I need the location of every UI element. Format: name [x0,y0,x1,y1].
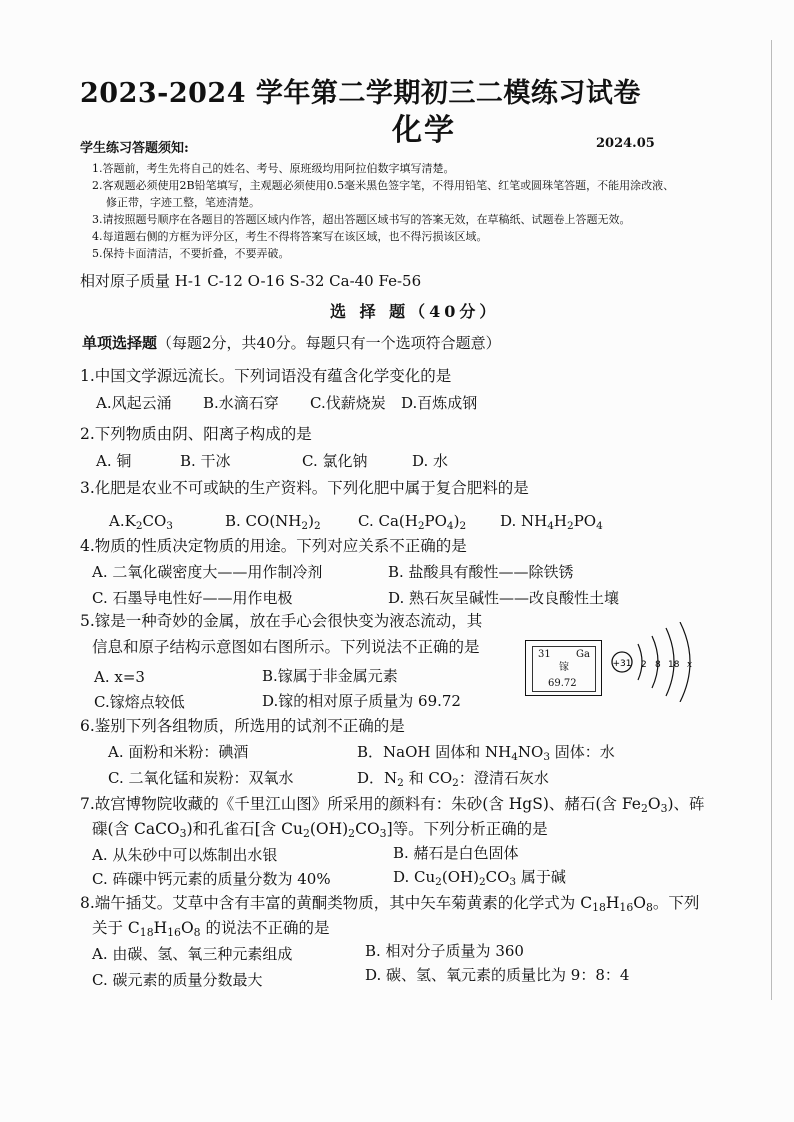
section-title: 选 择 题（40分） [330,302,500,321]
q1-option-b: B.水滴石穿 [203,394,279,412]
shell-electrons: 18 [668,660,680,670]
notice-item: 修正带，字迹工整，笔迹清楚。 [106,196,260,209]
q4-option-d: D. 熟石灰呈碱性——改良酸性土壤 [388,589,620,607]
q2-option-d: D. 水 [412,452,449,470]
q5-option-a: A. x=3 [94,668,145,686]
q1-option-c: C.伐薪烧炭 [310,394,386,412]
q6-option-a: A. 面粉和米粉：碘酒 [108,743,249,761]
q5-option-d: D.镓的相对原子质量为 69.72 [262,692,461,710]
q3-option-c: C. $Ca(H_2PO_4)_2$ [358,512,467,532]
q6-option-b: B．NaOH 固体和 $NH_4NO_3$ 固体：水 [357,743,615,763]
q6-option-c: C. 二氧化锰和炭粉：双氧水 [108,769,294,787]
element-card [525,640,602,696]
atomic-mass-line: 相对原子质量 H-1 C-12 O-16 S-32 Ca-40 Fe-56 [80,272,422,290]
q2-option-b: B. 干冰 [180,452,231,470]
q1-option-a: A.风起云涌 [96,394,172,412]
q4-option-b: B. 盐酸具有酸性——除铁锈 [388,563,574,581]
q5-option-c: C.镓熔点较低 [94,693,185,711]
element-card-inner [532,646,596,692]
q8-option-c: C. 碳元素的质量分数最大 [92,971,263,989]
q3-option-d: D. $NH_4H_2PO_4$ [500,512,603,532]
shell-electrons: x [687,660,693,670]
q7-option-b: B. 赭石是白色固体 [393,844,519,862]
notice-heading: 学生练习答题须知: [80,141,189,156]
subject-title: 化学 [392,113,456,148]
q6-option-d: D．$N_2$ 和 $CO_2$：澄清石灰水 [357,769,549,789]
q4-option-c: C. 石墨导电性好——用作电极 [92,589,293,607]
shell-electrons: 2 [641,660,647,670]
q8-stem-text: 8.端午插艾。艾草中含有丰富的黄酮类物质，其中矢车菊黄素的化学式为 C [80,894,593,912]
page-edge-line [771,40,772,1000]
notice-item: 4.每道题右侧的方框为评分区，考生不得将答案写在该区域，也不得污损该区域。 [92,230,488,243]
section-intro-text: （每题2分，共40分。每题只有一个选项符合题意） [157,334,501,352]
exam-date: 2024.05 [596,136,655,151]
shell-electrons: 8 [655,660,661,670]
element-name: 镓 [559,662,569,673]
notice-item: 3.请按照题号顺序在各题目的答题区域内作答，超出答题区域书写的答案无效，在草稿纸、试题卷上答题无效。 [92,213,631,226]
question-8-stem-line-1: 8.端午插艾。艾草中含有丰富的黄酮类物质，其中矢车菊黄素的化学式为 $C_{18}H_{16}O_8$。下列 [80,894,700,914]
q7-option-d: D. $Cu_2(OH)_2CO_3$ 属于碱 [393,868,566,888]
question-1-stem: 1.中国文学源远流长。下列词语没有蕴含化学变化的是 [80,367,452,385]
relative-atomic-mass: 69.72 [548,678,577,689]
question-2-stem: 2.下列物质由阴、阳离子构成的是 [80,425,312,443]
q8-option-b: B. 相对分子质量为 360 [365,942,524,960]
q7-option-c: C. 砗磲中钙元素的质量分数为 40% [92,870,331,888]
gallium-figure [525,640,695,700]
q2-option-a: A. 铜 [96,452,132,470]
q2-option-c: C. 氯化钠 [302,452,368,470]
q7-stem-text: 7.故宫博物院收藏的《千里江山图》所采用的颜料有：朱砂(含 HgS)、赭石(含 Fe [80,795,641,813]
nucleus-charge: +31 [612,659,632,669]
section-intro [82,336,501,351]
q3-option-a: $A.K_2CO_3$ [109,512,173,532]
q8-option-a: A. 由碳、氢、氧三种元素组成 [92,945,293,963]
q1-option-d: D.百炼成钢 [401,394,478,412]
question-7-stem-line-2: 磲(含 CaCO$_3$)和孔雀石[含 $Cu_2(OH)_2CO_3$]等。下列分析正确的是 [92,820,548,840]
atom-structure-diagram [610,622,700,702]
q3-option-b: B. $CO(NH_2)_2$ [225,512,321,532]
question-5-stem-line-2: 信息和原子结构示意图如右图所示。下列说法不正确的是 [92,638,480,656]
question-8-stem-line-2: 关于 $C_{18}H_{16}O_8$ 的说法不正确的是 [92,919,330,939]
notice-item: 2.客观题必须使用2B铅笔填写，主观题必须使用0.5毫米黑色签字笔，不得用铅笔、红笔或圆珠笔答题，不能用涂改液、 [92,179,675,192]
section-intro-label: 单项选择题 [82,334,158,352]
question-6-stem: 6.鉴别下列各组物质，所选用的试剂不正确的是 [80,717,405,735]
atomic-number: 31 [538,649,551,660]
q8-option-d: D. 碳、氢、氧元素的质量比为 9：8：4 [365,966,630,984]
question-4-stem: 4.物质的性质决定物质的用途。下列对应关系不正确的是 [80,537,467,555]
element-symbol: Ga [576,649,590,660]
q7-option-a: A. 从朱砂中可以炼制出水银 [92,846,278,864]
question-3-stem: 3.化肥是农业不可或缺的生产资料。下列化肥中属于复合肥料的是 [80,479,529,497]
question-5-stem-line-1: 5.镓是一种奇妙的金属，放在手心会很快变为液态流动，其 [80,612,483,630]
notice-item: 1.答题前，考生先将自己的姓名、考号、原班级均用阿拉伯数字填写清楚。 [92,162,455,175]
question-7-stem-line-1: 7.故宫博物院收藏的《千里江山图》所采用的颜料有：朱砂(含 HgS)、赭石(含 $Fe_2O_3$)、砗 [80,795,705,815]
notice-item: 5.保持卡面清洁，不要折叠，不要弄破。 [92,247,290,260]
q5-option-b: B.镓属于非金属元素 [262,667,398,685]
q4-option-a: A. 二氧化碳密度大——用作制冷剂 [92,563,323,581]
exam-title: 2023-2024 学年第二学期初三二模练习试卷 [80,78,641,109]
